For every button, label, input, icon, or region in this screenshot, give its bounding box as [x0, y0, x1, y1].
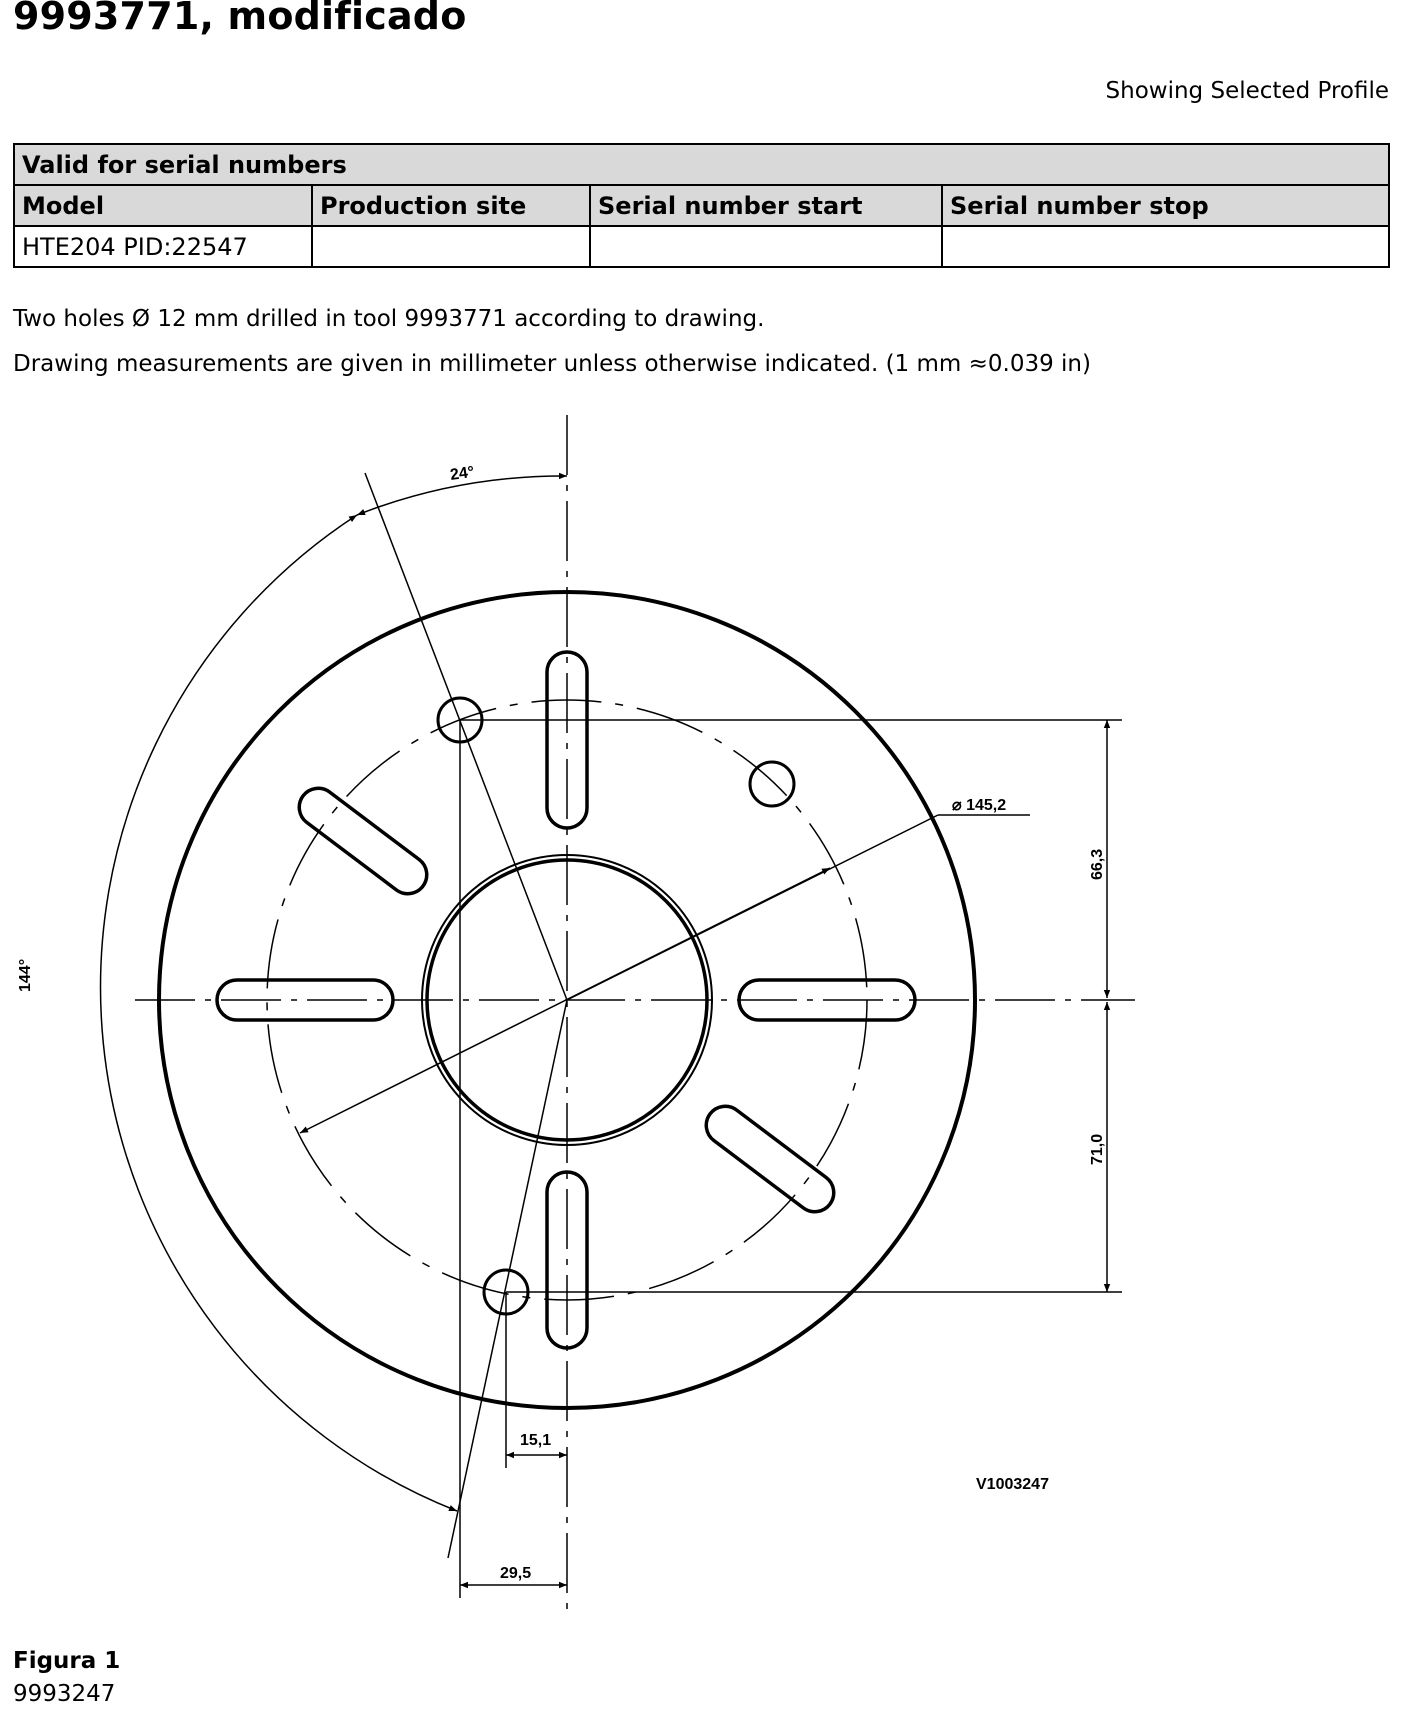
dim-outer-offset-label: 29,5 — [500, 1565, 532, 1582]
dim-lower-label: 71,0 — [1089, 1133, 1106, 1165]
table-caption: Valid for serial numbers — [14, 144, 1389, 185]
angle-24-label: 24° — [449, 463, 476, 484]
column-header-model: Model — [14, 185, 312, 226]
serial-numbers-table — [13, 143, 1390, 268]
page-title: 9993771, modificado — [13, 0, 467, 38]
column-header-serial-stop: Serial number stop — [942, 185, 1389, 226]
angle-144-label: 144° — [17, 958, 34, 992]
cell-production-site — [312, 226, 590, 267]
profile-indicator: Showing Selected Profile — [1105, 78, 1389, 104]
cell-serial-stop — [942, 226, 1389, 267]
slot-lower-right — [699, 1099, 842, 1220]
angle-arcs — [101, 476, 567, 1511]
figure-id: 9993247 — [13, 1681, 116, 1707]
dim-inner-offset-label: 15,1 — [520, 1432, 552, 1449]
units-note: Drawing measurements are given in millimeter unless otherwise indicated. (1 mm ≈0.039 in) — [13, 351, 1091, 377]
column-header-production-site: Production site — [312, 185, 590, 226]
instruction-text: Two holes Ø 12 mm drilled in tool 9993771 according to drawing. — [13, 306, 765, 332]
table-row — [14, 226, 1389, 267]
cell-model: HTE204 PID:22547 — [14, 226, 312, 267]
centerlines — [135, 415, 1135, 1610]
vertical-dimensions — [460, 720, 1122, 1292]
horizontal-dimensions — [460, 720, 567, 1598]
column-header-serial-start: Serial number start — [590, 185, 942, 226]
drawing-reference: V1003247 — [976, 1476, 1049, 1493]
dim-upper-label: 66,3 — [1089, 848, 1106, 880]
technical-drawing — [0, 400, 1402, 1640]
cell-serial-start — [590, 226, 942, 267]
figure-label: Figura 1 — [13, 1648, 121, 1674]
diameter-dimension — [300, 815, 1030, 1133]
arc-144 — [101, 515, 457, 1511]
hole-upper-right — [750, 762, 794, 806]
diameter-label: ⌀ 145,2 — [952, 797, 1007, 814]
